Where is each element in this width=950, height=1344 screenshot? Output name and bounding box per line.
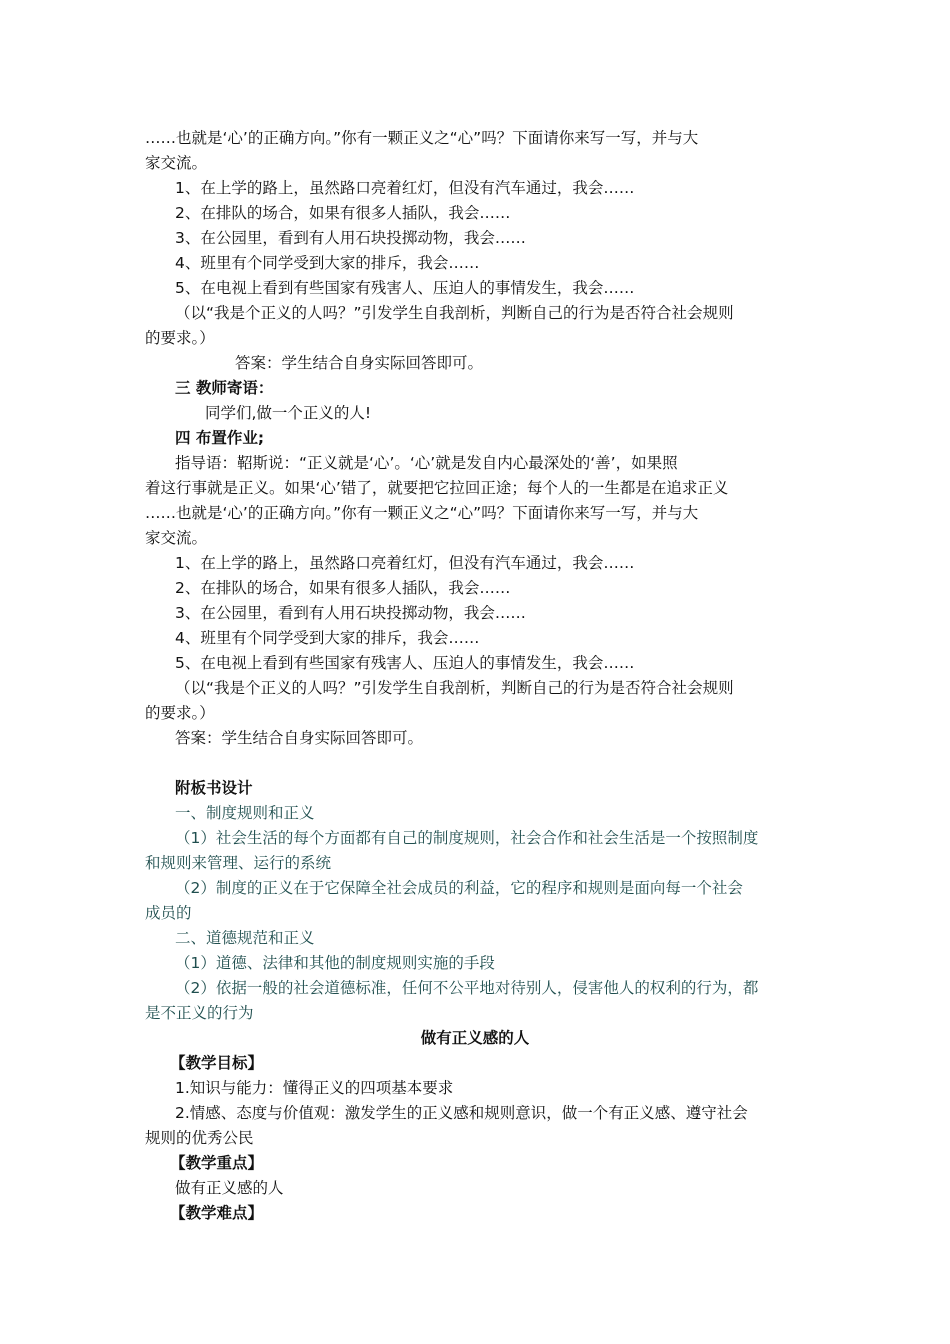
paragraph-line: 规则的优秀公民 (145, 1129, 254, 1147)
paragraph-line: 指导语：鞀斯说：“正义就是‘心’。‘心’就是发自内心最深处的‘善’，如果照 (175, 454, 678, 472)
note-line: （以“我是个正义的人吗？”引发学生自我剖析，判断自己的行为是否符合社会规则 (175, 304, 734, 322)
list-item: 3、在公园里，看到有人用石块投掷动物，我会…… (175, 229, 526, 247)
board-point: （1）道德、法律和其他的制度规则实施的手段 (175, 954, 495, 972)
board-point: 和规则来管理、运行的系统 (145, 854, 332, 872)
paragraph-line: 做有正义感的人 (175, 1179, 284, 1197)
paragraph-line: 2.情感、态度与价值观：激发学生的正义感和规则意识，做一个有正义感、遵守社会 (175, 1104, 748, 1122)
section-heading: 三 教师寄语： (175, 379, 274, 397)
list-item: 1、在上学的路上，虽然路口亮着红灯，但没有汽车通过，我会…… (175, 179, 635, 197)
paragraph-line: 同学们,做一个正义的人! (205, 404, 372, 422)
paragraph-line: 1.知识与能力：懂得正义的四项基本要求 (175, 1079, 454, 1097)
board-section: 一、制度规则和正义 (175, 804, 315, 822)
note-line: 的要求。） (145, 329, 215, 347)
board-point: （2）制度的正义在于它保障全社会成员的利益，它的程序和规则是面向每一个社会 (175, 879, 743, 897)
list-item: 5、在电视上看到有些国家有残害人、压迫人的事情发生，我会…… (175, 654, 635, 672)
lesson-heading: 【教学目标】 (170, 1054, 264, 1072)
lesson-heading: 【教学难点】 (170, 1204, 264, 1222)
list-item: 5、在电视上看到有些国家有残害人、压迫人的事情发生，我会…… (175, 279, 635, 297)
lesson-title: 做有正义感的人 (420, 1029, 530, 1047)
board-section: 二、道德规范和正义 (175, 929, 315, 947)
board-point: （2）依据一般的社会道德标准，任何不公平地对待别人，侵害他人的权利的行为，都 (175, 979, 759, 997)
paragraph-line: 家交流。 (145, 154, 208, 172)
section-heading: 四 布置作业; (175, 429, 265, 447)
answer-line: 答案：学生结合自身实际回答即可。 (175, 729, 424, 747)
list-item: 1、在上学的路上，虽然路口亮着红灯，但没有汽车通过，我会…… (175, 554, 635, 572)
list-item: 4、班里有个同学受到大家的排斥，我会…… (175, 629, 480, 647)
answer-line: 答案：学生结合自身实际回答即可。 (235, 354, 484, 372)
list-item: 2、在排队的场合，如果有很多人插队，我会…… (175, 204, 511, 222)
paragraph-line: 着这行事就是正义。如果‘心’错了，就要把它拉回正途；每个人的一生都是在追求正义 (145, 479, 729, 497)
list-item: 2、在排队的场合，如果有很多人插队，我会…… (175, 579, 511, 597)
list-item: 3、在公园里，看到有人用石块投掷动物，我会…… (175, 604, 526, 622)
paragraph-line: ……也就是‘心’的正确方向。”你有一颗正义之“心”吗？下面请你来写一写，并与大 (145, 129, 699, 147)
paragraph-line: ……也就是‘心’的正确方向。”你有一颗正义之“心”吗？下面请你来写一写，并与大 (145, 504, 699, 522)
note-line: （以“我是个正义的人吗？”引发学生自我剖析，判断自己的行为是否符合社会规则 (175, 679, 734, 697)
board-point: 是不正义的行为 (145, 1004, 254, 1022)
paragraph-line: 家交流。 (145, 529, 208, 547)
note-line: 的要求。） (145, 704, 215, 722)
list-item: 4、班里有个同学受到大家的排斥，我会…… (175, 254, 480, 272)
board-heading: 附板书设计 (175, 779, 253, 797)
board-point: （1）社会生活的每个方面都有自己的制度规则，社会合作和社会生活是一个按照制度 (175, 829, 759, 847)
board-point: 成员的 (145, 904, 192, 922)
lesson-heading: 【教学重点】 (170, 1154, 264, 1172)
